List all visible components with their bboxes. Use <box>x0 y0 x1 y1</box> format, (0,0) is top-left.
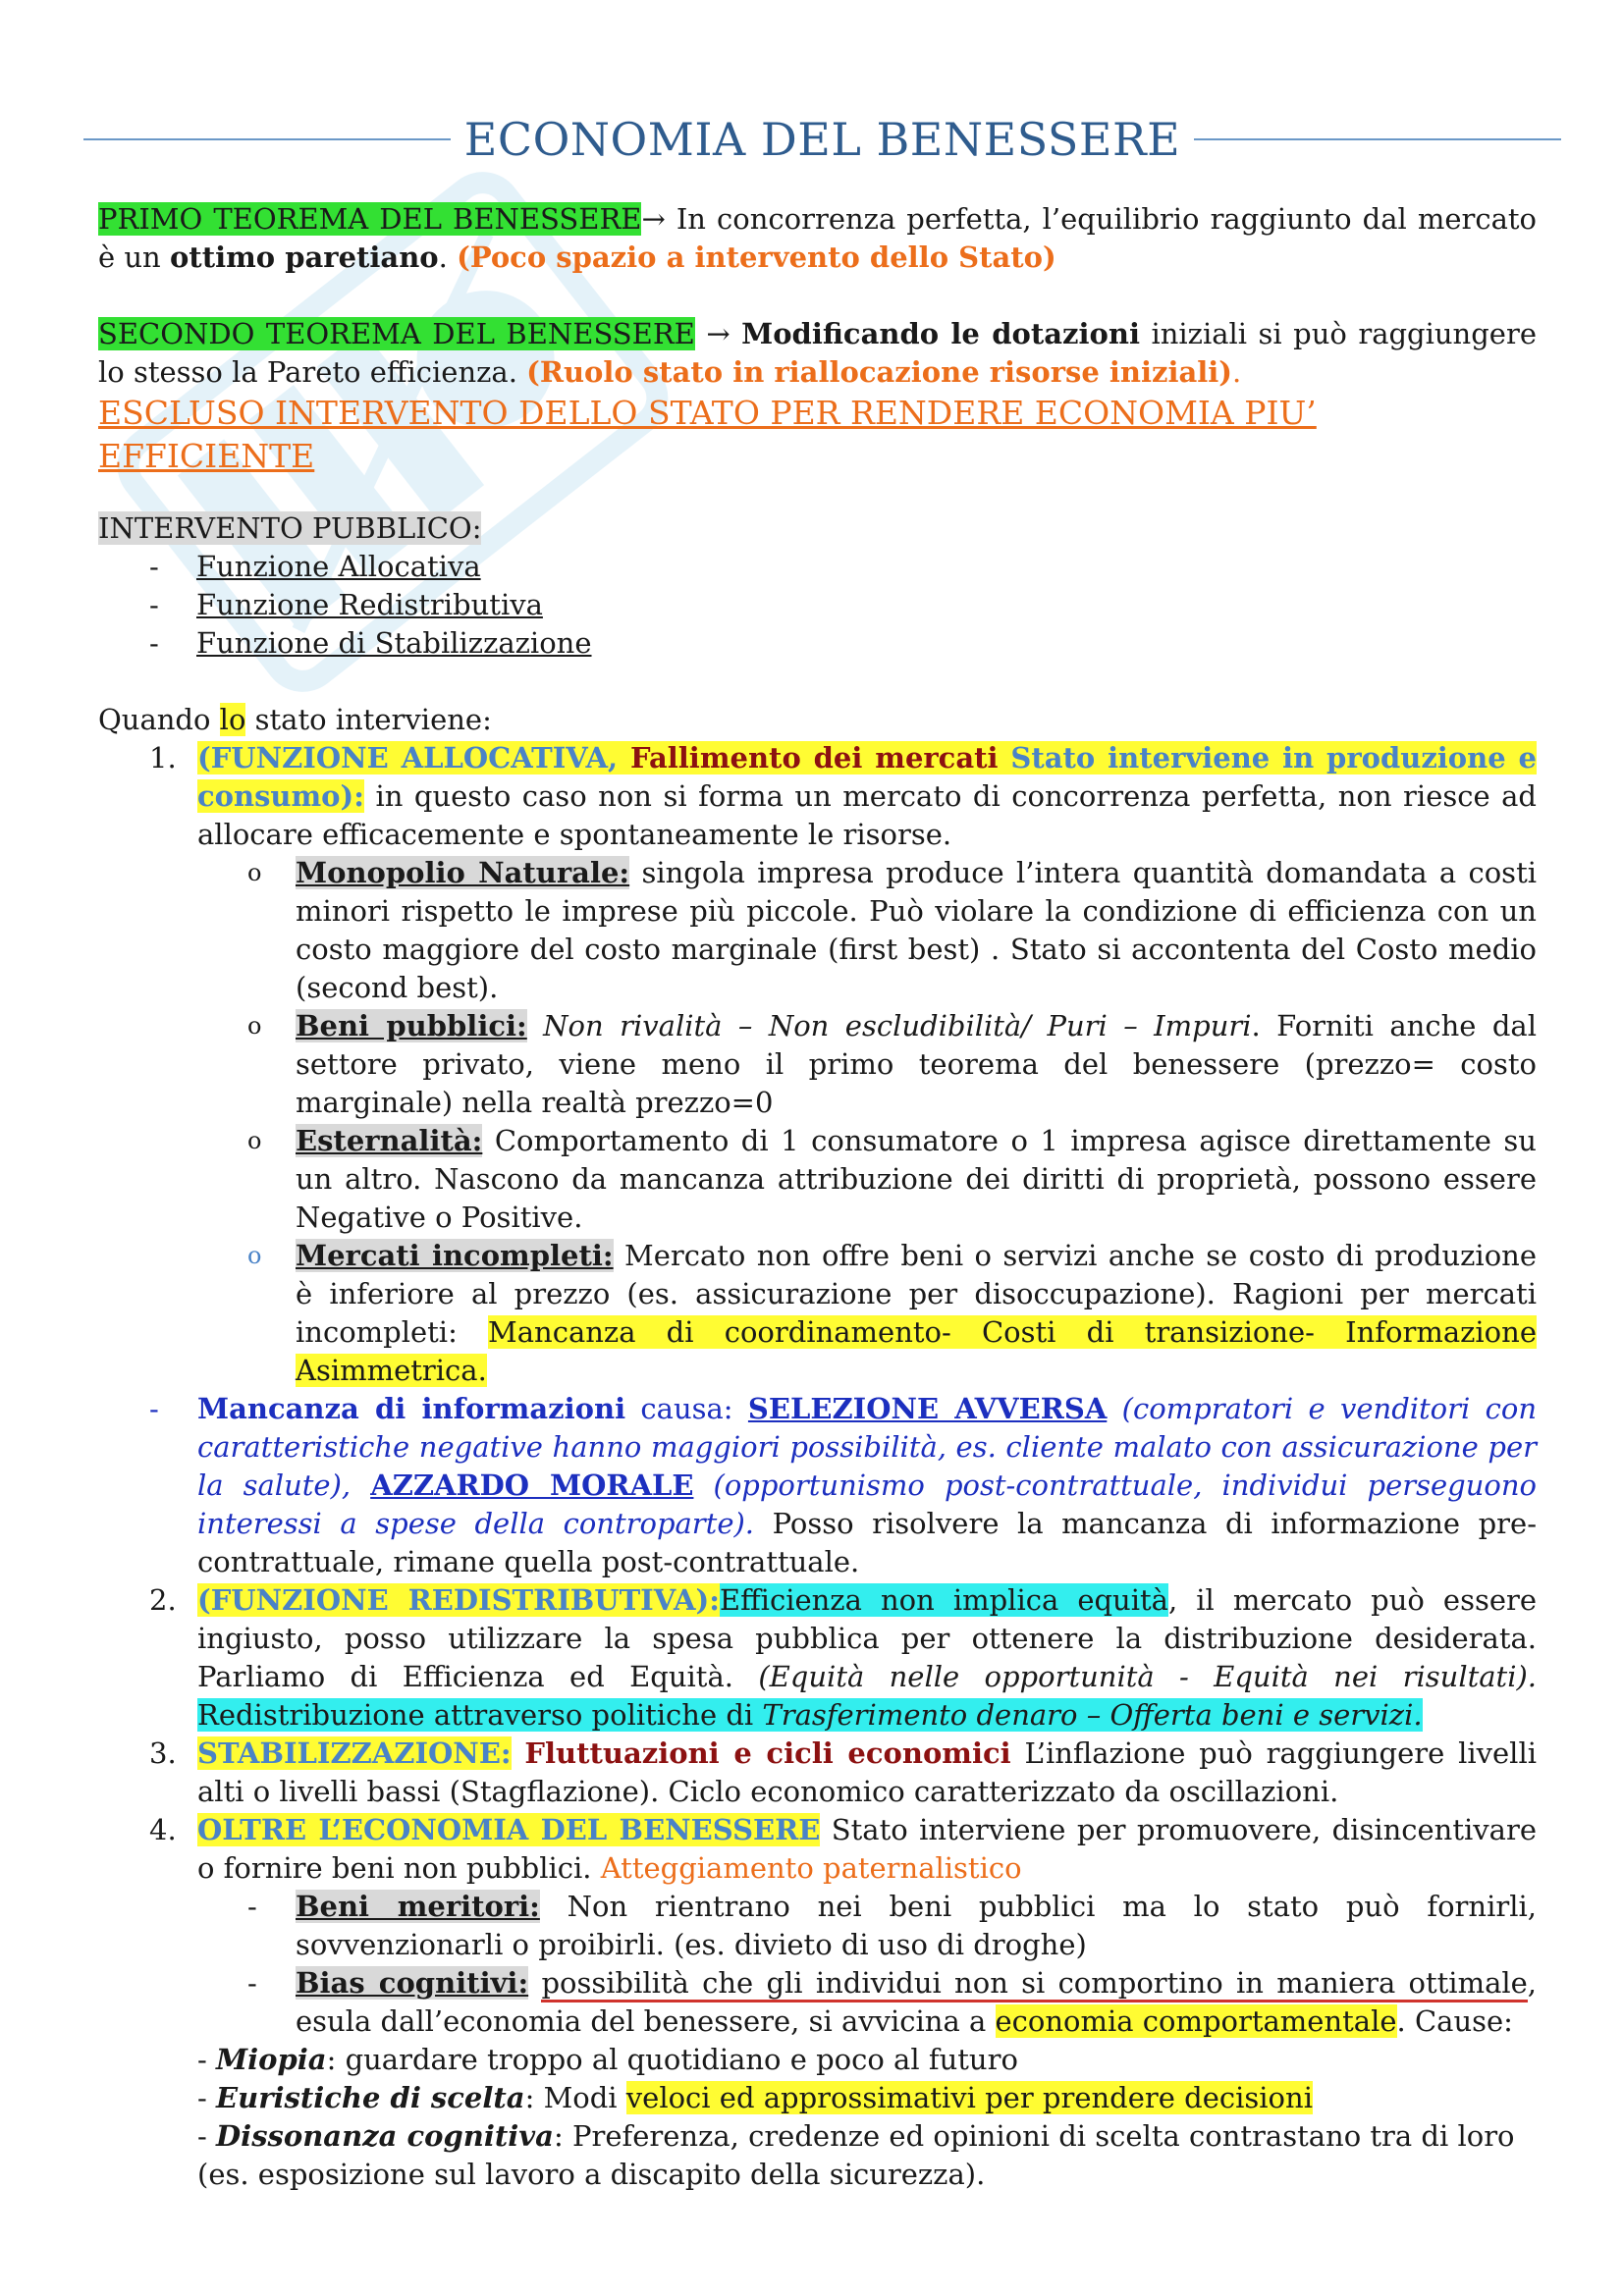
item-3 <box>98 1735 1537 1811</box>
secondo-text: iniziali si può raggiungere lo stesso la Pareto efficienza. <box>98 317 1537 389</box>
dissonanza-label: Dissonanza cognitiva <box>216 2119 554 2153</box>
item2-d: (Equità nelle opportunità - Equità nei risultati). <box>758 1660 1538 1693</box>
mancanza-informazioni <box>98 1390 1537 1581</box>
azzardo-morale: AZZARDO MORALE <box>370 1468 694 1502</box>
beni-text: . Forniti anche dal settore privato, viene meno il primo teorema del benessere (prezzo= costo marginale) nella realtà prezzo=0 <box>296 1009 1537 1119</box>
page-title: ECONOMIA DEL BENESSERE <box>463 112 1181 166</box>
circle-bullet-icon: o <box>247 859 262 886</box>
dash-marker: - <box>247 1966 257 2000</box>
meritori-label: Beni meritori: <box>296 1890 540 1923</box>
item2-g: Trasferimento denaro – Offerta beni e servizi. <box>762 1698 1423 1732</box>
sub-beni-pubblici <box>98 1007 1537 1122</box>
azzardo-text: (opportunismo post-contrattuale, individui perseguono interessi a spese della controparte). <box>197 1468 1537 1540</box>
bias-hl: economia comportamentale <box>995 2004 1397 2038</box>
item4-b: Stato interviene per promuovere, disincentivare o fornire beni non pubblici. <box>197 1813 1537 1885</box>
list-item-label: Funzione Allocativa <box>196 550 481 583</box>
mercati-label: Mercati incompleti: <box>296 1239 614 1272</box>
circle-bullet-icon: o <box>247 1242 262 1269</box>
bias-space <box>528 1966 541 2000</box>
list-item <box>98 624 1537 663</box>
beni-label: Beni pubblici: <box>296 1009 527 1042</box>
item-2 <box>98 1581 1537 1735</box>
euristiche-dash: - <box>197 2081 217 2114</box>
sub-esternalita <box>98 1122 1537 1237</box>
monopolio-label: Monopolio Naturale: <box>296 856 630 889</box>
item1-c: Stato interviene in produzione e consumo): <box>197 741 1537 813</box>
item2-a: (FUNZIONE REDISTRIBUTIVA): <box>197 1583 720 1617</box>
dissonanza-dash: - <box>197 2119 217 2153</box>
quando-pre: Quando <box>98 703 220 736</box>
document-content <box>98 108 1537 2194</box>
secondo-arrow: → <box>694 317 742 350</box>
mancanza-label: Mancanza di informazioni <box>197 1392 626 1425</box>
title-row <box>83 108 1561 171</box>
item2-c: , il mercato può essere ingiusto, posso utilizzare la spesa pubblica per ottenere la distribuzione desiderata. Parliamo di Efficienza ed Equità. <box>197 1583 1538 1693</box>
cause-dissonanza <box>98 2117 1537 2194</box>
title-rule-right <box>1194 138 1561 140</box>
item1-text: in questo caso non si forma un mercato di concorrenza perfetta, non riesce ad allocare efficacemente e spontaneamente le risorse. <box>197 779 1537 851</box>
primo-teorema <box>98 200 1537 277</box>
item-number: 3. <box>149 1736 177 1770</box>
item2-f: Redistribuzione attraverso politiche di <box>197 1698 763 1732</box>
mercati-text: Mercato non offre beni o servizi anche se costo di produzione è inferiore al prezzo (es. assicurazione per disoccupazione). Ragioni per mercati incompleti: <box>296 1239 1538 1349</box>
spacer <box>98 478 1537 509</box>
intervento-heading-text: INTERVENTO PUBBLICO: <box>98 511 482 545</box>
primo-bold: ottimo paretiano <box>169 240 439 274</box>
cause-miopia <box>98 2041 1537 2079</box>
secondo-label: SECONDO TEOREMA DEL BENESSERE <box>98 317 695 350</box>
intervento-list <box>98 548 1537 663</box>
quando-hl: lo <box>219 703 246 736</box>
esternalita-text: Comportamento di 1 consumatore o 1 impresa agisce direttamente su un altro. Nascono da mancanza attribuzione dei diritti di proprietà, possono essere Negative o Positive. <box>296 1124 1537 1234</box>
euristiche-hl: veloci ed approssimativi per prendere decisioni <box>625 2081 1313 2114</box>
secondo-dot: . <box>1232 355 1242 389</box>
item3-a: STABILIZZAZIONE: <box>197 1736 512 1770</box>
spacer <box>98 277 1537 315</box>
bias-label: Bias cognitivi: <box>296 1966 529 2000</box>
quando-post: stato interviene: <box>245 703 492 736</box>
item1-b: Fallimento dei mercati <box>629 741 999 774</box>
intervento-heading <box>98 509 1537 548</box>
dash-marker: - <box>149 1392 159 1425</box>
mancanza-tail: Posso risolvere la mancanza di informazione pre-contrattuale, rimane quella post-contrattuale. <box>197 1507 1537 1578</box>
sub-bias-cognitivi <box>98 1964 1537 2041</box>
item-4 <box>98 1811 1537 1888</box>
monopolio-text: singola impresa produce l’intera quantità domandata a costi minori rispetto le imprese più piccole. Può violare la condizione di efficienza con un costo maggiore del costo marginale (first best) . Stato si accontenta del Costo medio (second best). <box>296 856 1537 1004</box>
circle-bullet-icon: o <box>247 1127 262 1154</box>
cause-euristiche <box>98 2079 1537 2117</box>
primo-text2: . <box>438 240 458 274</box>
spacer <box>98 663 1537 701</box>
secondo-note: (Ruolo stato in riallocazione risorse iniziali) <box>526 355 1233 389</box>
list-item <box>98 548 1537 586</box>
meritori-text: Non rientrano nei beni pubblici ma lo stato può fornirli, sovvenzionarli o proibirli. (es. divieto di uso di droghe) <box>296 1890 1537 1961</box>
dash-marker: - <box>149 626 159 660</box>
item-number: 1. <box>149 741 177 774</box>
list-item-label: Funzione di Stabilizzazione <box>196 626 592 660</box>
title-rule-left <box>83 138 451 140</box>
item4-c: Atteggiamento paternalistico <box>600 1851 1022 1885</box>
primo-text: In concorrenza perfetta, l’equilibrio raggiunto dal mercato è un <box>98 202 1537 274</box>
circle-bullet-icon: o <box>247 1012 262 1040</box>
escluso-intervento <box>98 392 1537 478</box>
esternalita-label: Esternalità: <box>296 1124 483 1157</box>
dash-marker: - <box>149 550 159 583</box>
sub-mercati-incompleti <box>98 1237 1537 1390</box>
item-1 <box>98 739 1537 854</box>
item-number: 2. <box>149 1583 177 1617</box>
dissonanza-text: : Preferenza, credenze ed opinioni di scelta contrastano tra di loro (es. esposizione sul lavoro a discapito della sicurezza). <box>197 2119 1515 2191</box>
euristiche-text: : Modi <box>524 2081 626 2114</box>
bias-underlined: possibilità che gli individui non si comportino in maniera ottimale <box>541 1966 1527 2002</box>
selezione-avversa: SELEZIONE AVVERSA <box>747 1392 1108 1425</box>
escluso-text: ESCLUSO INTERVENTO DELLO STATO PER RENDERE ECONOMIA PIU’ EFFICIENTE <box>98 394 1317 475</box>
item3-d: L’inflazione può raggiungere livelli alti o livelli bassi (Stagflazione). Ciclo economico caratterizzato da oscillazioni. <box>197 1736 1537 1808</box>
mancanza-causa: causa: <box>625 1392 748 1425</box>
dash-marker: - <box>149 588 159 621</box>
bias-text: , esula dall’economia del benessere, si avvicina a <box>296 1966 1538 2038</box>
secondo-bold: Modificando le dotazioni <box>741 317 1140 350</box>
list-item-label: Funzione Redistributiva <box>196 588 543 621</box>
item3-b <box>512 1736 525 1770</box>
list-item <box>98 586 1537 624</box>
item3-c: Fluttuazioni e cicli economici <box>524 1736 1011 1770</box>
item4-a: OLTRE L’ECONOMIA DEL BENESSERE <box>197 1813 821 1846</box>
miopia-text: : guardare troppo al quotidiano e poco al futuro <box>326 2043 1018 2076</box>
primo-label: PRIMO TEOREMA DEL BENESSERE <box>98 202 642 236</box>
miopia-label: Miopia <box>216 2043 327 2076</box>
beni-italic: Non rivalità – Non escludibilità/ Puri – Impuri <box>526 1009 1252 1042</box>
mercati-hl: Mancanza di coordinamento- Costi di transizione- Informazione Asimmetrica. <box>296 1315 1537 1387</box>
item-number: 4. <box>149 1813 177 1846</box>
secondo-teorema <box>98 315 1537 392</box>
quando-line <box>98 701 1537 739</box>
sub-beni-meritori <box>98 1888 1537 1964</box>
primo-arrow: → <box>641 202 666 236</box>
miopia-dash: - <box>197 2043 217 2076</box>
euristiche-label: Euristiche di scelta <box>216 2081 525 2114</box>
bias-end: . Cause: <box>1396 2004 1513 2038</box>
sub-monopolio <box>98 854 1537 1007</box>
selezione-text: (compratori e venditori con caratteristiche negative hanno maggiori possibilità, es. cliente malato con assicurazione per la salute), <box>197 1392 1537 1502</box>
primo-note: (Poco spazio a intervento dello Stato) <box>457 240 1056 274</box>
item1-a: (FUNZIONE ALLOCATIVA, <box>197 741 630 774</box>
item2-b: Efficienza non implica equità <box>719 1583 1168 1617</box>
dash-marker: - <box>247 1890 257 1923</box>
